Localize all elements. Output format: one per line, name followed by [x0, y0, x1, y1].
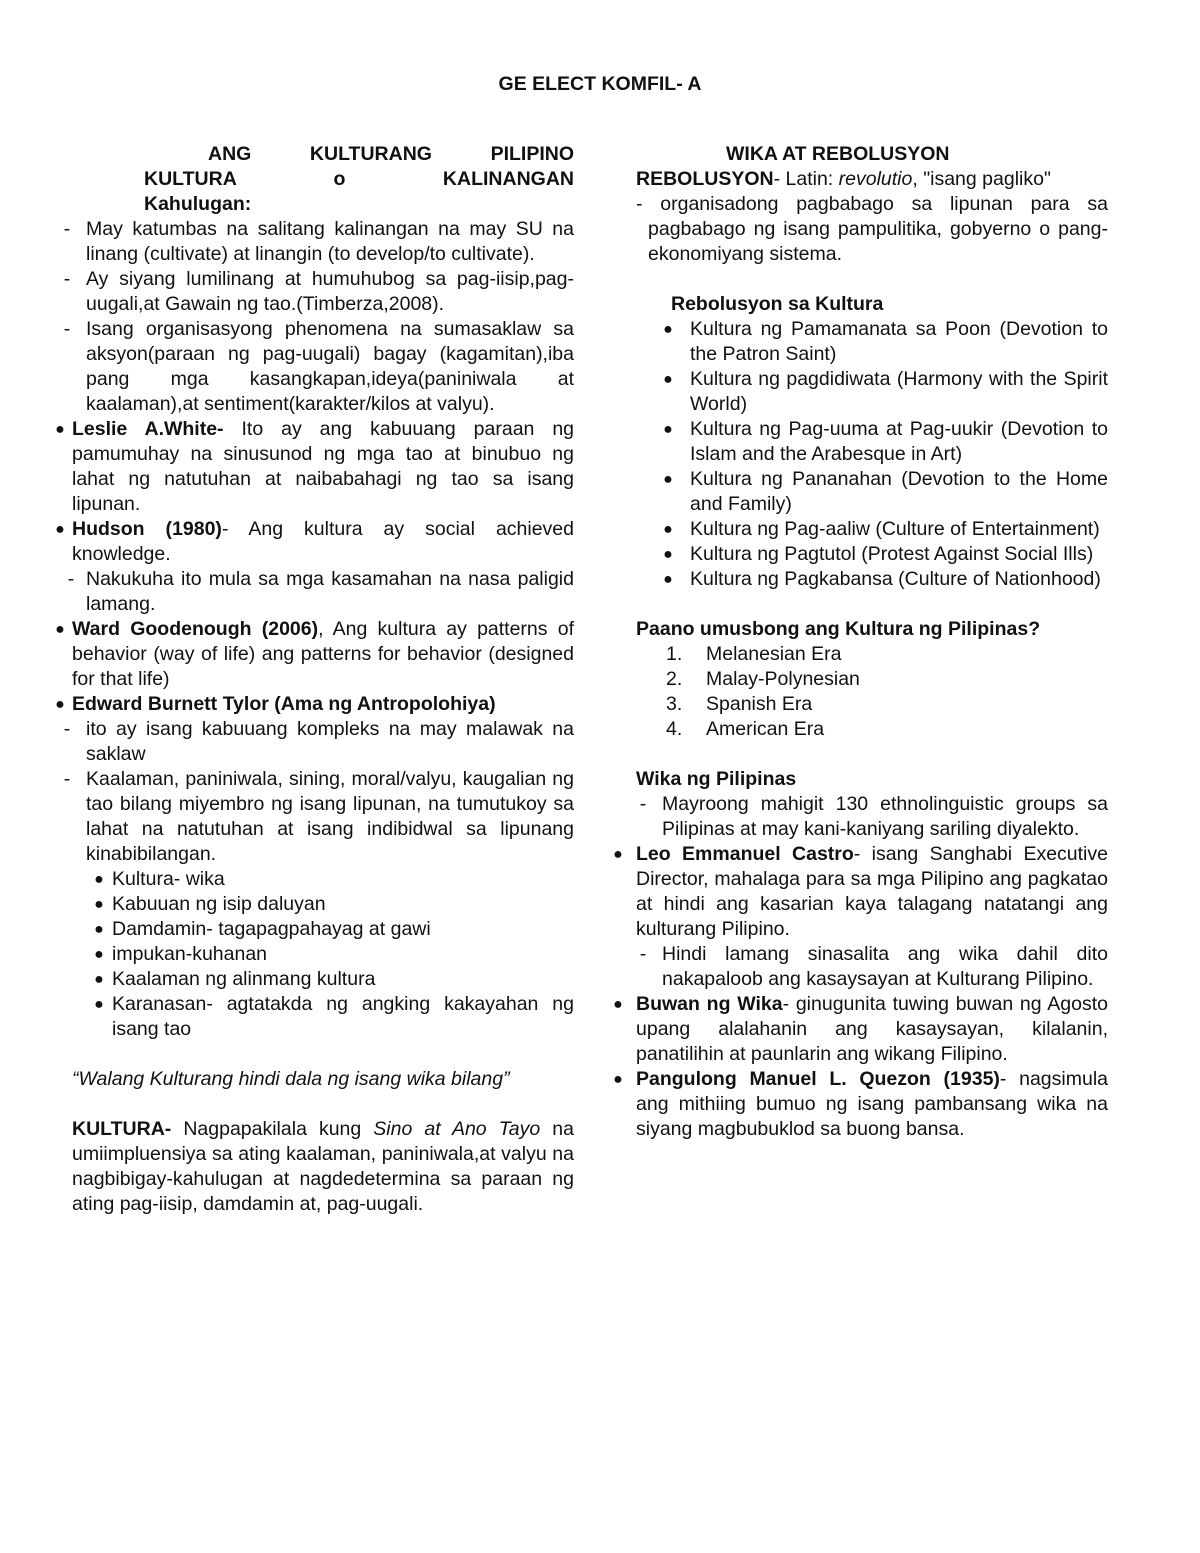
bullet-item-kultura: [646, 517, 1108, 542]
list-item-text: Ay siyang lumilinang at humuhubog sa pag-iisip,pag-uugali,at Gawain ng tao.(Timberza,2008).: [86, 268, 574, 315]
list-item-text: [72, 417, 574, 517]
definition-text: - Ang kultura ay social achieved knowledge.: [72, 518, 575, 565]
dash-marker: -: [63, 318, 71, 340]
bullet-item-edward-tylor: [48, 692, 574, 717]
list-number: 4.: [666, 718, 683, 740]
term-label: Buwan ng Wika: [636, 993, 783, 1015]
dash-list-item: [56, 567, 574, 617]
bullet-marker: ●: [94, 871, 104, 888]
spacer: [608, 742, 1108, 767]
emphasis-text: Sino at Ano Tayo: [373, 1118, 541, 1140]
person-name: Pangulong Manuel L. Quezon (1935): [636, 1068, 1000, 1090]
bullet-marker: ●: [663, 546, 673, 563]
list-item-text: Hindi lamang sinasalita ang wika dahil dito nakapaloob ang kasaysayan at Kulturang Pilipino.: [662, 943, 1108, 990]
bullet-item-leslie-white: [48, 417, 574, 517]
spacer: [608, 592, 1108, 617]
dash-marker: -: [63, 768, 71, 790]
list-item-text: [636, 842, 1108, 942]
dash-marker: -: [63, 218, 71, 240]
list-item-text: [636, 1067, 1108, 1142]
sub-bullet-item: [86, 992, 574, 1042]
bullet-item-ward-goodenough: [48, 617, 574, 692]
era-list-item: [666, 717, 1108, 742]
list-number: 2.: [666, 668, 683, 690]
section-heading-wika-ng-pilipinas: Wika ng Pilipinas: [636, 768, 797, 790]
list-item-text: Kaalaman, paniniwala, sining, moral/valyu, kaugalian ng tao bilang miyembro ng isang lipunan, na tumutukoy sa lahat na natutuhan at isang indibidwal sa lipunang kinabibilangan.: [86, 768, 574, 865]
bullet-marker: ●: [94, 996, 104, 1013]
list-number: 1.: [666, 643, 683, 665]
spacer: [48, 1092, 574, 1117]
bullet-marker: ●: [663, 421, 673, 438]
list-item-text: Mayroong mahigit 130 ethnolinguistic groups sa Pilipinas at may kani-kaniyang sariling diyalekto.: [662, 793, 1108, 840]
list-item-text: Isang organisasyong phenomena na sumasaklaw sa aksyon(paraan ng pag-uugali) bagay (kagamitan),iba pang mga kasangkapan,ideya(paniniwala at kaalaman),at sentiment(karakter/kilos at valyu).: [86, 318, 574, 415]
bullet-item-kultura: [646, 542, 1108, 567]
list-item-text: [72, 617, 574, 692]
term-label: KULTURA-: [72, 1118, 172, 1140]
definition-text: - nagsimula ang mithiing bumuo ng isang pambansang wika na siyang magbubuklod sa buong bansa.: [636, 1068, 1109, 1140]
definition-text: , Ang kultura ay patterns of behavior (way of life) ang patterns for behavior (designed for that life): [72, 618, 574, 690]
dash-list-item: [48, 217, 574, 267]
list-item-text: Nakukuha ito mula sa mga kasamahan na nasa paligid lamang.: [86, 568, 574, 615]
bullet-item-kultura: [646, 417, 1108, 467]
dash-list-item: [48, 717, 574, 767]
person-name: Edward Burnett Tylor (Ama ng Antropolohiya): [72, 693, 496, 715]
kahulugan-label: Kahulugan:: [144, 193, 252, 215]
bullet-marker: ●: [55, 421, 65, 438]
dash-list-item: [48, 267, 574, 317]
definition-text: na umiimpluensiya sa ating kaalaman, paniniwala,at valyu na nagbibigay-kahulugan at nagdedetermina sa paraan ng ating pag-iisip, damdamin at, pag-uugali.: [72, 1118, 574, 1215]
bullet-item-kultura: [646, 567, 1108, 592]
dash-marker: -: [63, 268, 71, 290]
quote: “Walang Kulturang hindi dala ng isang wika bilang”: [72, 1068, 510, 1090]
bullet-marker: ●: [94, 921, 104, 938]
list-item-text: ito ay isang kabuuang kompleks na may malawak na saklaw: [86, 718, 574, 765]
dash-marker: -: [63, 718, 71, 740]
bullet-item-quezon: [600, 1067, 1108, 1142]
dash-list-item: [48, 317, 574, 417]
sub-bullet-item: [86, 917, 574, 942]
dash-list-item: [624, 792, 1108, 842]
bullet-marker: ●: [663, 471, 673, 488]
list-item-text: [636, 992, 1108, 1067]
section-heading-wika-at-rebolusyon: WIKA AT REBOLUSYON: [726, 143, 950, 165]
list-item-text: Melanesian Era: [706, 643, 842, 665]
sub-bullet-item: [86, 867, 574, 892]
bullet-marker: ●: [663, 571, 673, 588]
bullet-marker: ●: [663, 321, 673, 338]
list-item-text: May katumbas na salitang kalinangan na may SU na linang (cultivate) at linangin (to develop/to cultivate).: [86, 218, 574, 265]
person-name: Leo Emmanuel Castro: [636, 843, 854, 865]
bullet-marker: ●: [55, 696, 65, 713]
emphasis-text: revolutio: [838, 168, 913, 190]
bullet-item-kultura: [646, 367, 1108, 417]
list-item-text: Kultura ng Pagtutol (Protest Against Social Ills): [690, 543, 1094, 565]
section-heading-ang-kulturang-pilipino: ANG KULTURANG PILIPINO: [208, 143, 574, 165]
definition-text: - ginugunita tuwing buwan ng Agosto upang alalahanin ang kasaysayan, kilalanin, panatilihin at paunlarin ang wikang Filipino.: [636, 993, 1108, 1065]
spacer: [48, 1042, 574, 1067]
section-heading-rebolusyon-sa-kultura: Rebolusyon sa Kultura: [671, 293, 884, 315]
definition-text: - Latin:: [773, 168, 839, 190]
definition-text: , "isang pagliko": [912, 168, 1051, 190]
term-label: REBOLUSYON: [636, 168, 774, 190]
person-name: Hudson (1980): [72, 518, 222, 540]
bullet-marker: ●: [613, 1071, 623, 1088]
left-column: [48, 142, 574, 1217]
bullet-marker: ●: [94, 971, 104, 988]
dash-marker: -: [639, 943, 647, 965]
bullet-marker: ●: [613, 996, 623, 1013]
list-item-text: American Era: [706, 718, 825, 740]
list-item-text: Kultura ng Pananahan (Devotion to the Home and Family): [690, 468, 1108, 515]
list-item-text: Kultura ng Pamamanata sa Poon (Devotion to the Patron Saint): [690, 318, 1108, 365]
rebolusyon-definition: [636, 167, 1108, 192]
definition-text: - isang Sanghabi Executive Director, mahalaga para sa mga Pilipino ang pagkatao at hindi ang kasarian kaya talagang natatangi ang kulturang Pilipino.: [636, 843, 1108, 940]
list-item-text: [72, 517, 574, 567]
list-number: 3.: [666, 693, 683, 715]
era-list-item: [666, 642, 1108, 667]
era-list-item: [666, 667, 1108, 692]
list-item-text: impukan-kuhanan: [112, 943, 268, 965]
dash-marker: -: [639, 793, 647, 815]
bullet-marker: ●: [94, 896, 104, 913]
bullet-marker: ●: [613, 846, 623, 863]
person-name: Leslie A.White-: [72, 418, 224, 440]
bullet-marker: ●: [663, 371, 673, 388]
section-heading-kultura-o-kalinangan: KULTURA o KALINANGAN: [144, 168, 574, 190]
bullet-item-kultura: [646, 317, 1108, 367]
list-item-text: Kultura ng Pag-aaliw (Culture of Entertainment): [690, 518, 1100, 540]
bullet-item-leo-castro: [600, 842, 1108, 942]
era-list-item: [666, 692, 1108, 717]
bullet-item-hudson: [48, 517, 574, 567]
list-item-text: Kaalaman ng alinmang kultura: [112, 968, 376, 990]
sub-bullet-item: [86, 967, 574, 992]
list-item-text: Spanish Era: [706, 693, 813, 715]
bullet-marker: ●: [94, 946, 104, 963]
document-title: GE ELECT KOMFIL- A: [498, 73, 702, 95]
sub-bullet-item: [86, 892, 574, 917]
dash-list-item: [48, 767, 574, 867]
bullet-marker: ●: [663, 521, 673, 538]
list-item-text: Kabuuan ng isip daluyan: [112, 893, 326, 915]
list-item-text: Damdamin- tagapagpahayag at gawi: [112, 918, 431, 940]
dash-list-item: [624, 942, 1108, 992]
definition-text: Ito ay ang kabuuang paraan ng pamumuhay na sinusunod ng mga tao at binubuo ng lahat ng natutuhan at naibabahagi ng tao sa isang lipunan.: [72, 418, 575, 515]
sub-bullet-item: [86, 942, 574, 967]
right-column: [608, 142, 1108, 1142]
spacer: [608, 267, 1108, 292]
list-item-text: Kultura- wika: [112, 868, 225, 890]
bullet-item-kultura: [646, 467, 1108, 517]
section-heading-paano-umusbong: Paano umusbong ang Kultura ng Pilipinas?: [636, 618, 1041, 640]
list-item-text: Karanasan- agtatakda ng angking kakayahan ng isang tao: [112, 993, 574, 1040]
list-item-text: Malay-Polynesian: [706, 668, 860, 690]
bullet-marker: ●: [55, 521, 65, 538]
definition-text: Nagpapakilala kung: [171, 1118, 374, 1140]
bullet-item-buwan-ng-wika: [600, 992, 1108, 1067]
dash-marker: -: [67, 568, 75, 590]
list-item-text: Kultura ng Pagkabansa (Culture of Nationhood): [690, 568, 1101, 590]
list-item-text: Kultura ng Pag-uuma at Pag-uukir (Devotion to Islam and the Arabesque in Art): [690, 418, 1108, 465]
person-name: Ward Goodenough (2006): [72, 618, 319, 640]
bullet-marker: ●: [55, 621, 65, 638]
rebolusyon-explanation: - organisadong pagbabago sa lipunan para sa pagbabago ng isang pampulitika, gobyerno o pang-ekonomiyang sistema.: [636, 193, 1108, 265]
kultura-definition: [72, 1117, 574, 1217]
list-item-text: Kultura ng pagdidiwata (Harmony with the Spirit World): [690, 368, 1108, 415]
